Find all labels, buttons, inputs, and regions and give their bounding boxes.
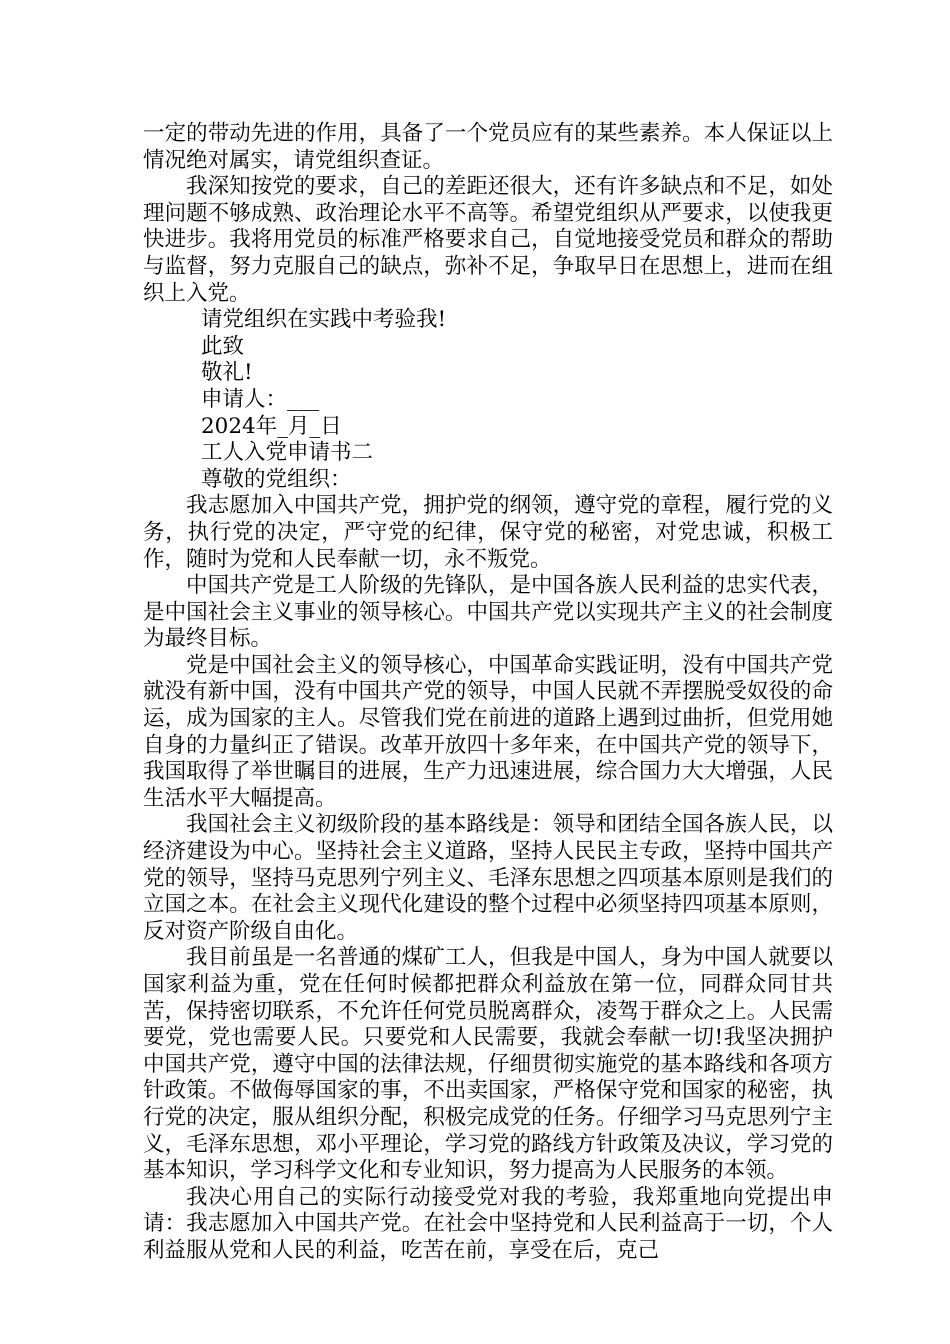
salutation-cizhi: 此致	[201, 333, 245, 359]
greeting-line: 尊敬的党组织：	[201, 466, 352, 492]
paragraph-worker-commitment: 我目前虽是一名普通的煤矿工人，但我是中国人，身为中国人就要以国家利益为重，党在任何时候都把群众利益放在第一位，同群众同甘共苦，保持密切联系，不允许任何党员脱离群众，凌驾于群众之上。人民需要党，党也需要人民。只要党和人民需要，我就会奉献一切!我坚决拥护中国共产党，遵守中国的法律法规，仔细贯彻实施党的基本路线和各项方针政策。不做侮辱国家的事，不出卖国家，严格保守党和国家的秘密，执行党的决定，服从组织分配，积极完成党的任务。仔细学习马克思列宁主义，毛泽东思想，邓小平理论，学习党的路线方针政策及决议，学习党的基本知识，学习科学文化和专业知识，努力提高为人民服务的本领。	[143, 945, 833, 1184]
paragraph-party-history: 党是中国社会主义的领导核心，中国革命实践证明，没有中国共产党就没有新中国，没有中国共产党的领导，中国人民就不弄摆脱受奴役的命运，成为国家的主人。尽管我们党在前进的道路上遇到过曲折，但党用她自身的力量纠正了错误。改革开放四十多年来，在中国共产党的领导下，我国取得了举世瞩目的进展，生产力迅速进展，综合国力大大增强，人民生活水平大幅提高。	[143, 652, 833, 811]
paragraph-self-assessment: 我深知按党的要求，自己的差距还很大，还有许多缺点和不足，如处理问题不够成熟、政治理论水平不高等。希望党组织从严要求，以使我更快进步。我将用党员的标准严格要求自己，自觉地接受党员和群众的帮助与监督，努力克服自己的缺点，弥补不足，争取早日在思想上，进而在组织上入党。	[143, 174, 833, 306]
document-body	[143, 121, 833, 1265]
paragraph-party-nature: 中国共产党是工人阶级的先锋队，是中国各族人民利益的忠实代表，是中国社会主义事业的领导核心。中国共产党以实现共产主义的社会制度为最终目标。	[143, 573, 833, 652]
salutation-jingli: 敬礼!	[201, 360, 253, 386]
paragraph-continuation: 一定的带动先进的作用，具备了一个党员应有的某些素养。本人保证以上情况绝对属实，请党组织查证。	[143, 121, 833, 173]
date-line: 2024年_月_日	[201, 413, 342, 439]
applicant-signature-line: 申请人：___	[201, 386, 320, 412]
section-title: 工人入党申请书二	[201, 440, 374, 466]
paragraph-basic-line: 我国社会主义初级阶段的基本路线是：领导和团结全国各族人民，以经济建设为中心。坚持社会主义道路，坚持人民民主专政，坚持中国共产党的领导，坚持马克思列宁列主义、毛泽东思想之四项基本原则是我们的立国之本。在社会主义现代化建设的整个过程中必须坚持四项基本原则，反对资产阶级自由化。	[143, 812, 833, 944]
closing-request: 请党组织在实践中考验我!	[201, 307, 447, 333]
paragraph-oath: 我志愿加入中国共产党，拥护党的纲领，遵守党的章程，履行党的义务，执行党的决定，严守党的纪律，保守党的秘密，对党忠诚，积极工作，随时为党和人民奉献一切，永不叛党。	[143, 493, 833, 572]
paragraph-application: 我决心用自己的实际行动接受党对我的考验，我郑重地向党提出申请：我志愿加入中国共产党。在社会中坚持党和人民利益高于一切，个人利益服从党和人民的利益，吃苦在前，享受在后，克己	[143, 1184, 833, 1263]
